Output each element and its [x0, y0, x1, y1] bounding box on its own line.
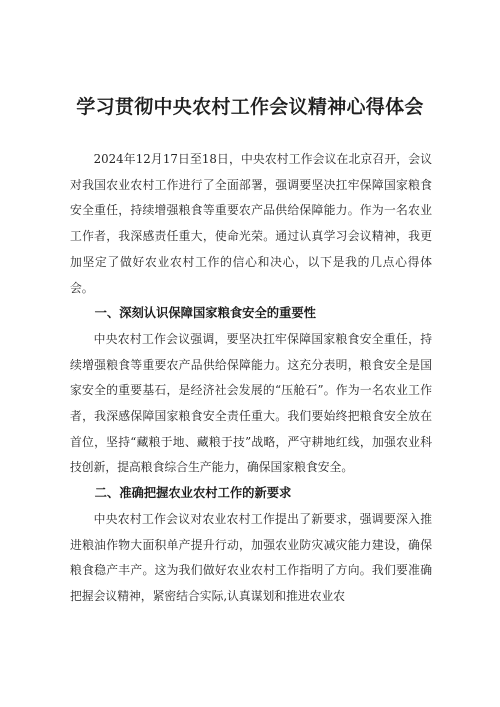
document-body [70, 147, 432, 610]
intro-paragraph: 2024年12月17日至18日，中央农村工作会议在北京召开，会议对我国农业农村工作进行了全面部署，强调要坚决扛牢保障国家粮食安全重任，持续增强粮食等重要农产品供给保障能力。作为一名农业工作者，我深感责任重大，使命光荣。通过认真学习会议精神，我更加坚定了做好农业农村工作的信心和决心，以下是我的几点心得体会。 [70, 152, 432, 295]
section-paragraph-1: 中央农村工作会议强调，要坚决扛牢保障国家粮食安全重任，持续增强粮食等重要农产品供给保障能力。这充分表明，粮食安全是国家安全的重要基石，是经济社会发展的“压舱石”。作为一名农业工作者，我深感保障国家粮食安全责任重大。我们要始终把粮食安全放在首位，坚持“藏粮于地、藏粮于技”战略，严守耕地红线，加强农业科技创新，提高粮食综合生产能力，确保国家粮食安全。 [70, 331, 432, 475]
section-paragraph-2: 中央农村工作会议对农业农村工作提出了新要求，强调要深入推进粮油作物大面积单产提升行动，加强农业防灾减灾能力建设，确保粮食稳产丰产。这为我们做好农业农村工作指明了方向。我们要准确把握会议精神，紧密结合实际,认真谋划和推进农业农 [70, 511, 432, 603]
section-heading-1: 一、深刻认识保障国家粮食安全的重要性 [94, 306, 316, 321]
document-title: 学习贯彻中央农村工作会议精神心得体会 [76, 96, 424, 118]
section-heading-2: 二、准确把握农业农村工作的新要求 [94, 486, 292, 501]
